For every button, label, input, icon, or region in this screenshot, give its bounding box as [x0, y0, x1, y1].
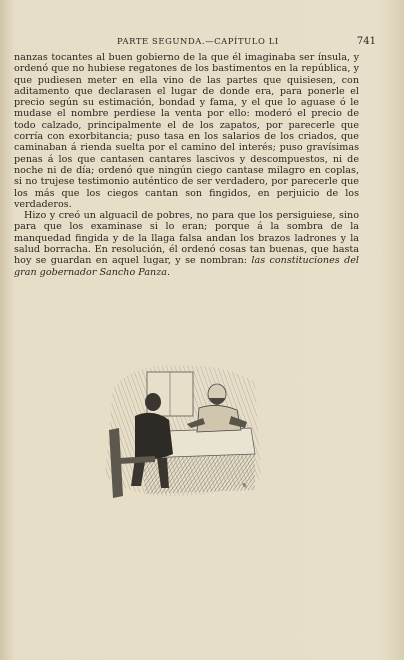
- artist-signature: ✎: [241, 482, 247, 490]
- paragraph-2: [14, 210, 359, 278]
- page-number: 741: [356, 36, 376, 47]
- running-title: PARTE SEGUNDA.—CAPÍTULO LI: [117, 36, 279, 46]
- paragraph-2-italic: las constituciones del gran gobernador Sancho Panza: [14, 255, 359, 278]
- paragraph-1: nanzas tocantes al buen gobierno de la que él imaginaba ser ínsula, y ordenó que no hubiese regatones de los bastimentos en la república, y que pudiesen meter en ella vino de las partes que quisiesen, con aditamento que declarasen el lugar de donde era, para ponerle el precio según su estimación, bondad y fama, y el que lo aguase ó le mudase el nombre perdiese la venta por ello: moderó el precio de todo calzado, principalmente el de los zapatos, por parecerle que corría con exorbitancia; puso tasa en los salarios de los criados, que caminaban á rienda suelta por el camino del interés; puso gravísimas penas á los que cantasen cantares lascivos y descompuestos, ni de noche ni de día; ordenó que ningún ciego cantase milagro en coplas, si no trujese testimonio auténtico de ser verdadero, por parecerle que los más que los ciegos cantan son fingidos, en perjuicio de los verdaderos.: [14, 52, 359, 210]
- engraving-drawing: [95, 358, 267, 510]
- engraving-illustration: [95, 358, 267, 510]
- paragraph-2-end: .: [167, 266, 171, 278]
- body-text: [14, 52, 359, 278]
- paragraph-2-text: Hizo y creó un alguacil de pobres, no para que los persiguiese, sino para que los examinase si lo eran; porque á la sombra de la manquedad fingida y de la llaga falsa andan los brazos ladrones y la salud borracha. En resolución, él ordenó cosas tan buenas, que hasta hoy se guardan en aquel lugar, y se nombran:: [14, 210, 359, 267]
